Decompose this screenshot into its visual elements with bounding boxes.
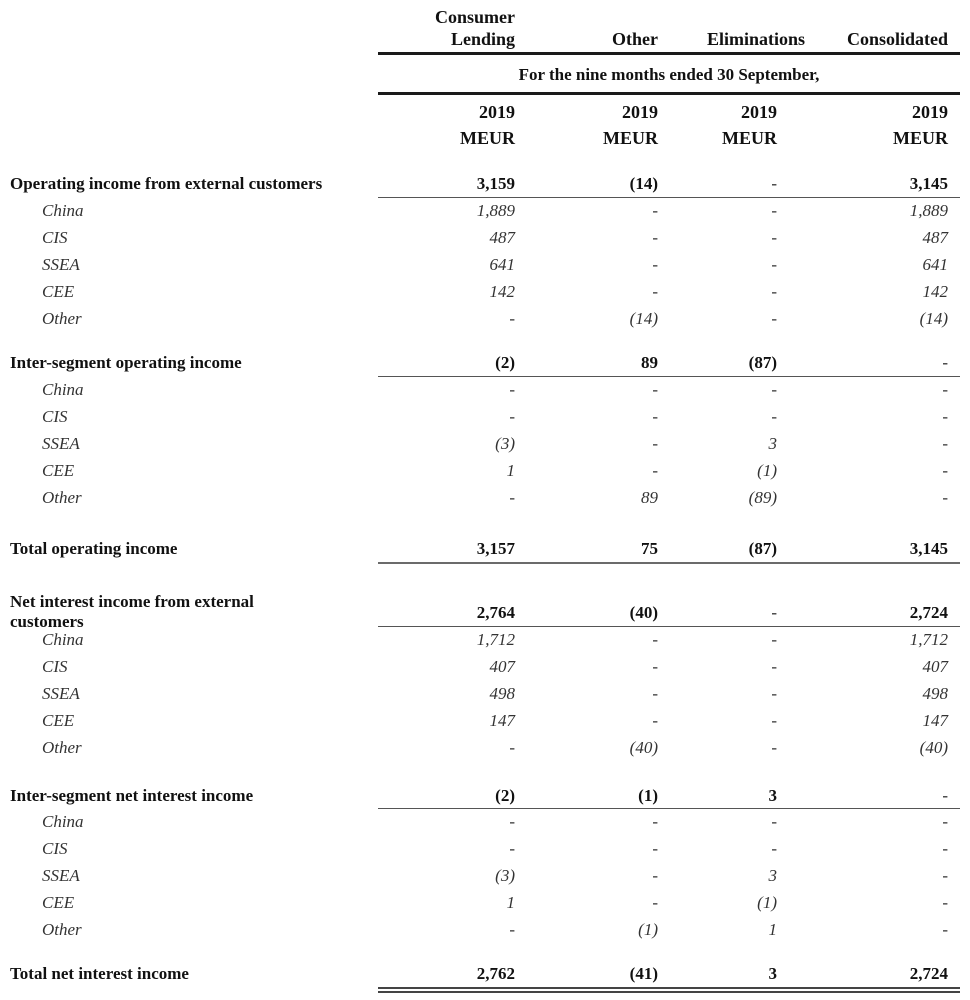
cell-consolidated: 3,145 [909, 174, 948, 193]
cell-other: (14) [629, 309, 658, 328]
table-row-sub [0, 708, 970, 734]
row-label: SSEA [42, 255, 80, 274]
col-header-line1: Consumer [435, 7, 515, 27]
header-rule-period [378, 92, 960, 95]
table-row-main [0, 783, 970, 809]
col-header-line2: Lending [450, 29, 515, 49]
year-consolidated: 2019 [912, 102, 948, 122]
cell-eliminations: - [771, 309, 777, 328]
cell-consumer-lending: 142 [489, 282, 515, 301]
rule-under-total-operating [378, 562, 960, 564]
cell-eliminations: 3 [768, 434, 777, 453]
row-label: CIS [42, 839, 68, 858]
cell-eliminations: (89) [748, 488, 777, 507]
row-label: Total operating income [10, 539, 178, 558]
cell-consolidated: (14) [919, 309, 948, 328]
table-row-sub [0, 198, 970, 224]
table-row-sub [0, 836, 970, 862]
row-label: Other [42, 920, 82, 939]
table-row-sub [0, 681, 970, 707]
cell-other: 89 [641, 353, 658, 372]
table-row-sub [0, 627, 970, 653]
cell-consolidated: - [942, 866, 948, 885]
cell-consolidated: - [942, 786, 948, 805]
table-row-sub [0, 485, 970, 511]
double-rule-total-top [378, 987, 960, 989]
row-label: CIS [42, 228, 68, 247]
cell-other: - [652, 866, 658, 885]
cell-eliminations: - [771, 684, 777, 703]
table-row-sub [0, 735, 970, 761]
cell-consolidated: 2,724 [909, 603, 948, 622]
cell-other: - [652, 407, 658, 426]
cell-eliminations: - [771, 630, 777, 649]
cell-eliminations: 1 [768, 920, 777, 939]
row-label: Inter-segment net interest income [10, 786, 254, 805]
row-label: Operating income from external customers [10, 174, 323, 193]
table-row-sub [0, 458, 970, 484]
row-label: Inter-segment operating income [10, 353, 242, 372]
cell-other: - [652, 255, 658, 274]
row-label: SSEA [42, 866, 80, 885]
cell-other: - [652, 282, 658, 301]
cell-eliminations: - [771, 738, 777, 757]
cell-other: (40) [629, 603, 658, 622]
cell-eliminations: 3 [768, 786, 777, 805]
cell-consumer-lending: - [509, 812, 515, 831]
cell-consumer-lending: 641 [489, 255, 515, 274]
cell-other: - [652, 434, 658, 453]
unit-consolidated: MEUR [893, 128, 948, 148]
table-row-main [0, 350, 970, 376]
cell-eliminations: - [771, 657, 777, 676]
cell-consolidated: - [942, 812, 948, 831]
cell-other: - [652, 228, 658, 247]
table-row-sub [0, 252, 970, 278]
cell-consolidated: - [942, 380, 948, 399]
cell-consumer-lending: (3) [495, 866, 515, 885]
row-label: China [42, 812, 84, 831]
cell-eliminations: - [771, 812, 777, 831]
year-consumer-lending: 2019 [479, 102, 515, 122]
cell-eliminations: - [771, 839, 777, 858]
rule-under-intersegment-operating [378, 376, 960, 377]
cell-consumer-lending: 407 [489, 657, 515, 676]
cell-other: - [652, 461, 658, 480]
col-header-eliminations: Eliminations [706, 29, 805, 49]
cell-eliminations: (87) [748, 539, 777, 558]
table-row-main [0, 592, 970, 631]
cell-consumer-lending: (2) [495, 353, 515, 372]
cell-consolidated: - [942, 353, 948, 372]
cell-consumer-lending: - [509, 839, 515, 858]
cell-consumer-lending: 1,889 [476, 201, 515, 220]
cell-other: - [652, 893, 658, 912]
cell-eliminations: - [771, 201, 777, 220]
cell-eliminations: 3 [768, 964, 777, 983]
row-label: SSEA [42, 684, 80, 703]
table-row-sub [0, 225, 970, 251]
rule-under-intersegment-net-interest [378, 808, 960, 809]
row-label: CIS [42, 657, 68, 676]
cell-consumer-lending: 498 [489, 684, 515, 703]
cell-eliminations: - [771, 380, 777, 399]
cell-consumer-lending: - [509, 738, 515, 757]
cell-other: 75 [641, 539, 658, 558]
cell-eliminations: - [771, 174, 777, 193]
cell-eliminations: - [771, 255, 777, 274]
cell-other: (1) [638, 920, 658, 939]
year-eliminations: 2019 [741, 102, 777, 122]
unit-other: MEUR [603, 128, 658, 148]
cell-other: (14) [629, 174, 658, 193]
cell-other: - [652, 839, 658, 858]
unit-consumer-lending: MEUR [460, 128, 515, 148]
cell-other: - [652, 201, 658, 220]
cell-consumer-lending: - [509, 309, 515, 328]
cell-eliminations: - [771, 603, 777, 622]
unit-eliminations: MEUR [722, 128, 777, 148]
table-row-main [0, 961, 970, 987]
cell-other: (41) [629, 964, 658, 983]
cell-consolidated: 407 [922, 657, 948, 676]
cell-eliminations: (1) [757, 893, 777, 912]
header-rule-top [378, 52, 960, 55]
table-row-main [0, 536, 970, 562]
cell-eliminations: 3 [768, 866, 777, 885]
table-row-sub [0, 863, 970, 889]
cell-other: - [652, 380, 658, 399]
row-label: Other [42, 309, 82, 328]
table-row-main [0, 171, 970, 197]
cell-consumer-lending: 1 [506, 893, 515, 912]
cell-other: - [652, 630, 658, 649]
row-label: SSEA [42, 434, 80, 453]
cell-consolidated: 1,712 [909, 630, 948, 649]
cell-consumer-lending: (2) [495, 786, 515, 805]
row-label: China [42, 380, 84, 399]
row-label: CEE [42, 461, 75, 480]
col-header-consolidated: Consolidated [846, 29, 948, 49]
cell-consolidated: 641 [922, 255, 948, 274]
cell-consolidated: - [942, 461, 948, 480]
row-label: CEE [42, 282, 75, 301]
cell-other: 89 [641, 488, 658, 507]
cell-other: - [652, 657, 658, 676]
row-label: CEE [42, 711, 75, 730]
table-row-sub [0, 890, 970, 916]
cell-consumer-lending: - [509, 380, 515, 399]
table-row-sub [0, 917, 970, 943]
row-label: Total net interest income [10, 964, 189, 983]
cell-consolidated: (40) [919, 738, 948, 757]
table-row-sub [0, 654, 970, 680]
cell-consolidated: - [942, 488, 948, 507]
row-label: China [42, 201, 84, 220]
cell-eliminations: - [771, 228, 777, 247]
cell-consumer-lending: 1 [506, 461, 515, 480]
cell-consolidated: - [942, 893, 948, 912]
col-header-other: Other [612, 29, 658, 49]
row-label [10, 592, 254, 632]
cell-other: - [652, 812, 658, 831]
row-label-line1: Net interest income from external [10, 592, 254, 611]
cell-consumer-lending: 3,159 [476, 174, 515, 193]
cell-consolidated: - [942, 839, 948, 858]
cell-eliminations: (87) [748, 353, 777, 372]
cell-consolidated: 3,145 [909, 539, 948, 558]
cell-eliminations: (1) [757, 461, 777, 480]
cell-consumer-lending: 1,712 [476, 630, 515, 649]
cell-eliminations: - [771, 711, 777, 730]
year-other: 2019 [622, 102, 658, 122]
cell-consumer-lending: 3,157 [476, 539, 515, 558]
row-label-line2: customers [10, 612, 84, 631]
cell-consolidated: 147 [922, 711, 948, 730]
cell-consumer-lending: 2,762 [476, 964, 515, 983]
double-rule-total-bottom [378, 991, 960, 993]
table-row-sub [0, 809, 970, 835]
cell-consolidated: 498 [922, 684, 948, 703]
cell-eliminations: - [771, 407, 777, 426]
row-label: CEE [42, 893, 75, 912]
cell-consolidated: 2,724 [909, 964, 948, 983]
cell-other: (1) [638, 786, 658, 805]
cell-consolidated: - [942, 920, 948, 939]
cell-consolidated: 1,889 [909, 201, 948, 220]
cell-consolidated: 487 [922, 228, 948, 247]
cell-other: - [652, 711, 658, 730]
period-header: For the nine months ended 30 September, [518, 65, 820, 84]
cell-consumer-lending: 487 [489, 228, 515, 247]
row-label: China [42, 630, 84, 649]
cell-other: (40) [629, 738, 658, 757]
cell-consumer-lending: - [509, 920, 515, 939]
cell-consumer-lending: 2,764 [476, 603, 515, 622]
cell-consumer-lending: (3) [495, 434, 515, 453]
table-row-sub [0, 431, 970, 457]
cell-consumer-lending: - [509, 488, 515, 507]
rule-under-net-interest-external [378, 626, 960, 627]
rule-under-operating-external [378, 197, 960, 198]
cell-consolidated: 142 [922, 282, 948, 301]
cell-consumer-lending: - [509, 407, 515, 426]
table-row-sub [0, 377, 970, 403]
table-row-sub [0, 306, 970, 332]
row-label: Other [42, 488, 82, 507]
cell-other: - [652, 684, 658, 703]
table-row-sub [0, 404, 970, 430]
col-header-consumer-lending [419, 6, 515, 50]
cell-consolidated: - [942, 434, 948, 453]
cell-consolidated: - [942, 407, 948, 426]
cell-consumer-lending: 147 [489, 711, 515, 730]
cell-eliminations: - [771, 282, 777, 301]
row-label: CIS [42, 407, 68, 426]
table-row-sub [0, 279, 970, 305]
row-label: Other [42, 738, 82, 757]
